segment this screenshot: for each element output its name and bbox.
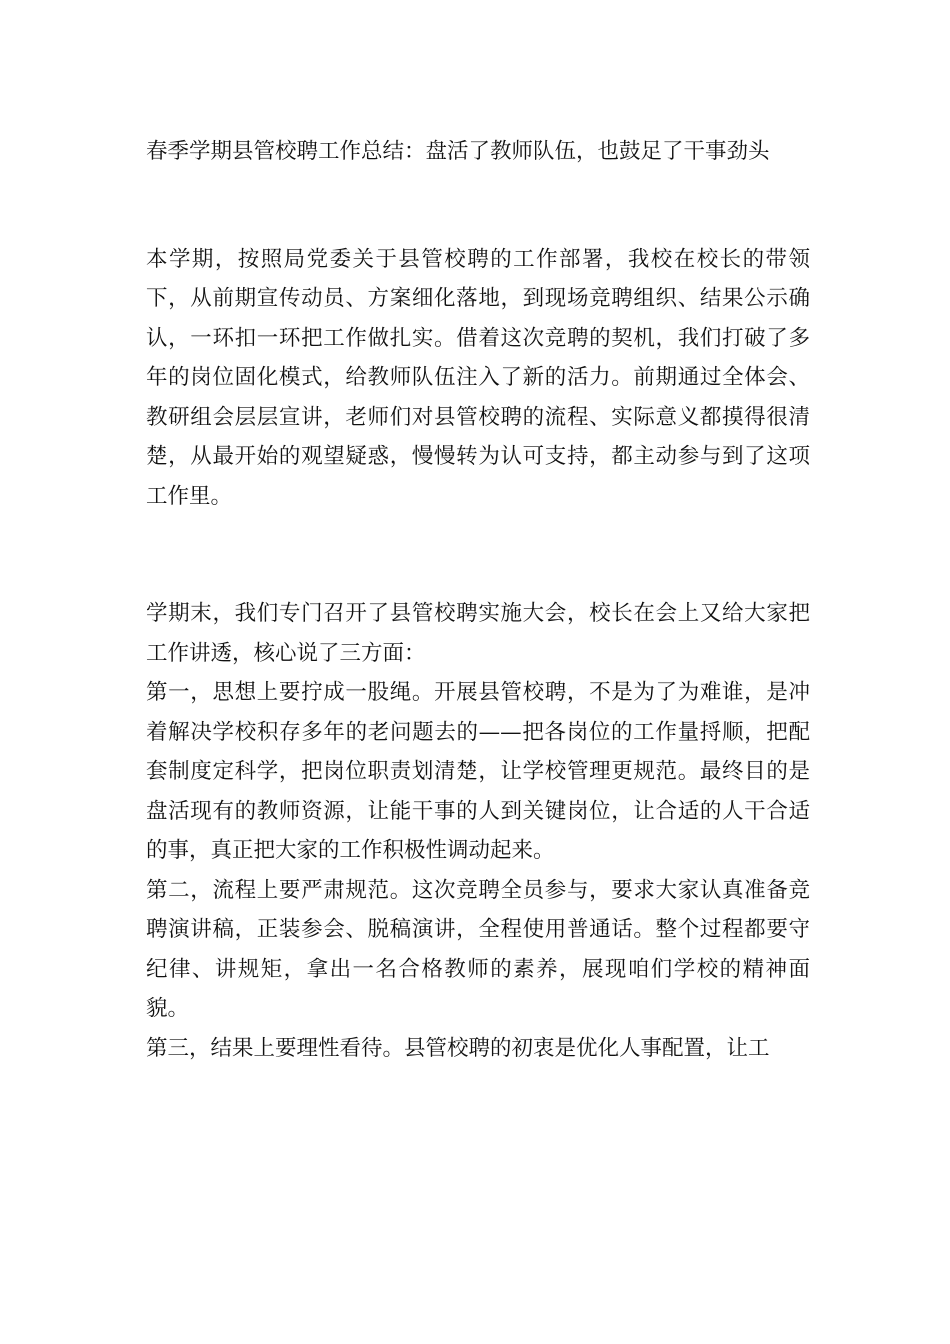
paragraph-intro: 本学期，按照局党委关于县管校聘的工作部署，我校在校长的带领下，从前期宣传动员、方案细化落地，到现场竞聘组织、结果公示确认，一环扣一环把工作做扎实。借着这次竞聘的契机，我们打破了多年的岗位固化模式，给教师队伍注入了新的活力。前期通过全体会、教研组会层层宣讲，老师们对县管校聘的流程、实际意义都摸得很清楚，从最开始的观望疑惑，慢慢转为认可支持，都主动参与到了这项工作里。 — [146, 246, 810, 509]
document-title: 春季学期县管校聘工作总结：盘活了教师队伍，也鼓足了干事劲头 — [146, 139, 770, 164]
spacer — [146, 516, 810, 594]
spacer — [146, 172, 810, 240]
paragraph-point-two: 第二，流程上要严肃规范。这次竞聘全员参与，要求大家认真准备竞聘演讲稿，正装参会、脱稿演讲，全程使用普通话。整个过程都要守纪律、讲规矩，拿出一名合格教师的素养，展现咱们学校的精神面貌。 — [146, 877, 810, 1021]
paragraph-point-three: 第三，结果上要理性看待。县管校聘的初衷是优化人事配置，让工 — [146, 1035, 770, 1061]
paragraph-meeting: 学期末，我们专门召开了县管校聘实施大会，校长在会上又给大家把工作讲透，核心说了三方面： — [146, 601, 810, 666]
document-body — [146, 132, 810, 1068]
paragraph-point-one: 第一，思想上要拧成一股绳。开展县管校聘，不是为了为难谁，是冲着解决学校积存多年的老问题去的——把各岗位的工作量捋顺，把配套制度定科学，把岗位职责划清楚，让学校管理更规范。最终目的是盘活现有的教师资源，让能干事的人到关键岗位，让合适的人干合适的事，真正把大家的工作积极性调动起来。 — [146, 680, 810, 863]
